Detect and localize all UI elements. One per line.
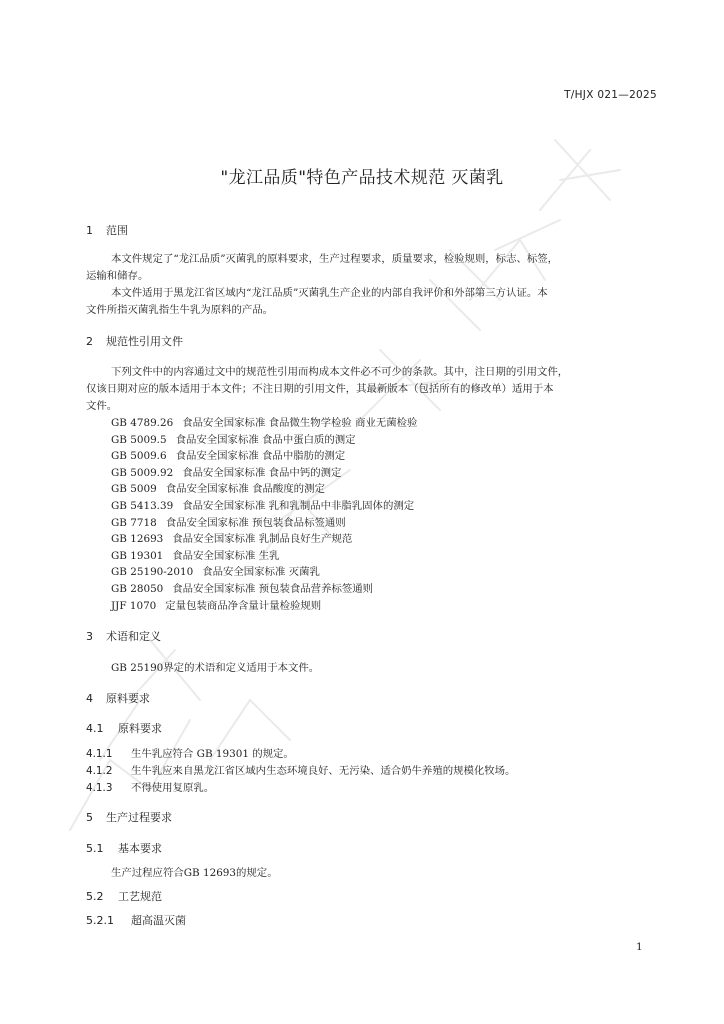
reference-name: 食品安全国家标准 乳制品良好生产规范 (172, 533, 353, 545)
reference-name: 食品安全国家标准 预包装食品营养标签通则 (172, 583, 374, 595)
reference-item (111, 530, 352, 545)
reference-name: 食品安全国家标准 预包装食品标签通则 (165, 517, 346, 529)
section-number: 3 (86, 630, 93, 643)
document-title: "龙江品质"特色产品技术规范 灭菌乳 (220, 168, 504, 188)
reference-item (111, 480, 325, 495)
reference-name: 食品安全国家标准 灭菌乳 (202, 566, 320, 578)
clause-number: 4.1.3 (86, 782, 113, 794)
document-code: T/HJX 021—2025 (564, 89, 657, 101)
section-title: 生产过程要求 (106, 811, 172, 824)
reference-name: 食品安全国家标准 食品微生物学检验 商业无菌检验 (182, 417, 418, 429)
reference-code: GB 5009.6 (111, 450, 167, 462)
subsection-number: 4.1 (86, 722, 104, 735)
reference-item (111, 431, 356, 446)
reference-code: GB 5009.92 (111, 467, 174, 479)
reference-code: GB 12693 (111, 533, 164, 545)
reference-item (111, 497, 414, 512)
section-number: 2 (86, 335, 93, 348)
section-number: 4 (86, 692, 93, 705)
clause-text: 生牛乳应符合 GB 19301 的规定。 (131, 748, 294, 760)
subsection-number: 5.2 (86, 890, 104, 903)
paragraph-line: 仅该日期对应的版本适用于本文件；不注日期的引用文件，其最新版本（包括所有的修改单）适用于本 (86, 383, 554, 395)
reference-name: 食品安全国家标准 乳和乳制品中非脂乳固体的测定 (182, 500, 415, 512)
clause-item (86, 745, 294, 760)
section-title: 原料要求 (106, 692, 150, 705)
reference-item (111, 547, 280, 562)
reference-code: GB 7718 (111, 517, 157, 529)
reference-code: GB 25190-2010 (111, 566, 194, 578)
reference-code: GB 5009.5 (111, 434, 167, 446)
paragraph-line: 下列文件中的内容通过文中的规范性引用而构成本文件必不可少的条款。其中，注日期的引用文件， (111, 366, 569, 378)
section-1-heading (86, 222, 128, 238)
paragraph-line: 本文件规定了“龙江品质”灭菌乳的原料要求，生产过程要求，质量要求，检验规则，标志、标签， (111, 253, 559, 265)
subsection-title: 超高温灭菌 (131, 914, 186, 927)
paragraph-line: 运输和储存。 (86, 270, 149, 282)
section-title: 范围 (106, 224, 128, 237)
subsection-5-2-1-heading (86, 912, 186, 928)
subsection-4-1-heading (86, 720, 162, 736)
clause-number: 4.1.2 (86, 765, 113, 777)
subsection-title: 基本要求 (118, 842, 162, 855)
reference-name: 食品安全国家标准 食品酸度的测定 (165, 483, 325, 495)
subsection-number: 5.2.1 (86, 914, 114, 927)
subsection-title: 原料要求 (118, 722, 162, 735)
clause-item (86, 762, 515, 777)
clause-item (86, 779, 214, 794)
subsection-title: 工艺规范 (118, 890, 162, 903)
subsection-number: 5.1 (86, 842, 104, 855)
section-2-heading (86, 333, 183, 349)
paragraph-line: GB 25190界定的术语和定义适用于本文件。 (111, 662, 320, 674)
section-3-heading (86, 628, 161, 644)
reference-name: 食品安全国家标准 食品中脂肪的测定 (175, 450, 346, 462)
section-5-heading (86, 809, 172, 825)
page-number: 1 (636, 941, 643, 953)
paragraph-line: 文件所指灭菌乳指生牛乳为原料的产品。 (86, 304, 274, 316)
subsection-5-1-heading (86, 840, 162, 856)
reference-code: GB 5009 (111, 483, 157, 495)
paragraph-line: 本文件适用于黑龙江省区域内“龙江品质”灭菌乳生产企业的内部自我评价和外部第三方认证。本 (111, 287, 548, 299)
clause-text: 不得使用复原乳。 (131, 782, 215, 794)
clause-number: 4.1.1 (86, 748, 113, 760)
reference-item (111, 580, 373, 595)
reference-item (111, 464, 341, 479)
reference-item (111, 563, 320, 578)
reference-item (111, 414, 417, 429)
reference-name: 定量包装商品净含量计量检验规则 (165, 600, 322, 612)
section-title: 术语和定义 (106, 630, 161, 643)
reference-code: GB 28050 (111, 583, 164, 595)
section-number: 5 (86, 811, 93, 824)
section-4-heading (86, 690, 150, 706)
reference-item (111, 597, 321, 612)
clause-text: 生牛乳应来自黑龙江省区域内生态环境良好、无污染、适合奶牛养殖的规模化牧场。 (131, 765, 516, 777)
section-number: 1 (86, 224, 93, 237)
section-title: 规范性引用文件 (106, 335, 183, 348)
reference-name: 食品安全国家标准 生乳 (172, 550, 280, 562)
reference-code: JJF 1070 (111, 600, 157, 612)
reference-item (111, 447, 345, 462)
reference-name: 食品安全国家标准 食品中蛋白质的测定 (175, 434, 356, 446)
reference-code: GB 5413.39 (111, 500, 174, 512)
reference-code: GB 4789.26 (111, 417, 174, 429)
reference-item (111, 514, 346, 529)
subsection-5-2-heading (86, 888, 162, 904)
paragraph-line: 生产过程应符合GB 12693的规定。 (111, 867, 278, 879)
paragraph-line: 文件。 (86, 400, 118, 412)
reference-code: GB 19301 (111, 550, 164, 562)
reference-name: 食品安全国家标准 食品中钙的测定 (182, 467, 342, 479)
